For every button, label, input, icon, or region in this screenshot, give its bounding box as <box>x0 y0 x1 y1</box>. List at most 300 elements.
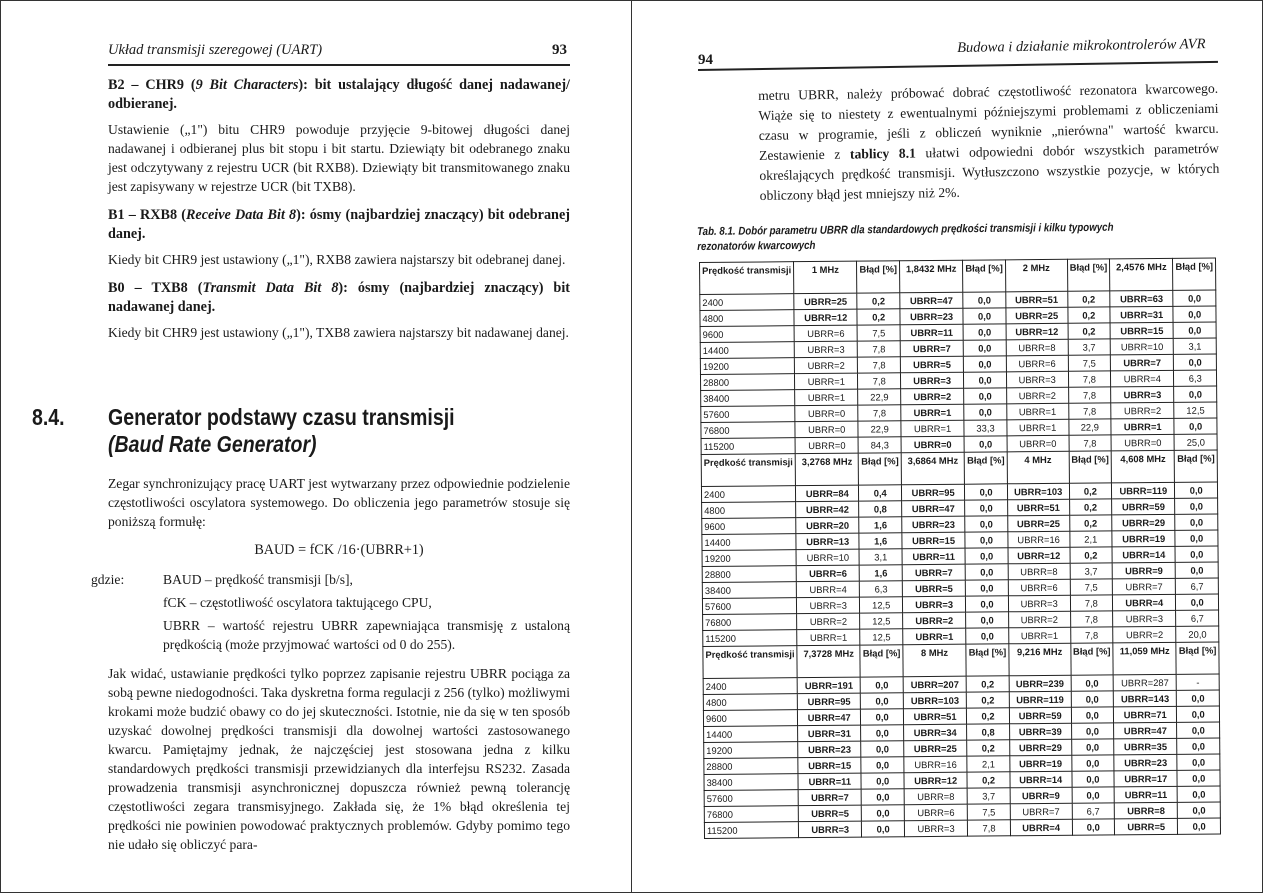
table-cell-error: 0,2 <box>967 692 1010 708</box>
table-cell-rate: 115200 <box>701 438 795 455</box>
baud-rate-table <box>699 257 1221 838</box>
table-cell-error: 0,0 <box>1175 530 1218 546</box>
table-cell-error: 0,0 <box>1072 819 1115 835</box>
table-cell-ubrr: UBRR=8 <box>1006 339 1068 356</box>
table-cell-ubrr: UBRR=1 <box>795 373 858 390</box>
right-paragraph: metru UBRR, należy próbować dobrać częstotliwość rezonatora kwarcowego. Wiąże się to niestety z ewentualnymi późniejszymi problemami z obliczeniami czasu w programie, jeśli z obliczeń wyniknie „nierówna" wartość kwarcu. Zestawienie z tablicy 8.1 ułatwi odpowiedni dobór wszystkich parametrów określających prędkość transmisji. Wytłuszczono wszystkie pozycje, w których obliczony błąd jest mniejszy niż 2%. <box>758 80 1220 203</box>
table-cell-rate: 28800 <box>702 566 796 583</box>
table-cell-ubrr: UBRR=0 <box>795 421 858 438</box>
table-cell-error: 7,5 <box>1070 579 1113 595</box>
table-cell-error: 0,0 <box>861 725 904 741</box>
table-cell-ubrr: UBRR=6 <box>904 804 967 821</box>
table-cell-error: 0,0 <box>1177 770 1220 786</box>
table-cell-error: 7,8 <box>1070 627 1113 643</box>
baud-table-wrap <box>699 257 1221 849</box>
table-cell-rate: 115200 <box>703 630 797 647</box>
table-cell-rate: 76800 <box>701 422 795 439</box>
table-cell-error: 2,1 <box>967 756 1010 772</box>
table-cell-ubrr: UBRR=1 <box>1007 419 1069 436</box>
table-cell-error: 22,9 <box>1068 419 1111 435</box>
table-cell-ubrr: UBRR=16 <box>1008 531 1070 548</box>
table-cell-error: 7,8 <box>1069 435 1112 451</box>
table-cell-ubrr: UBRR=0 <box>1111 434 1174 451</box>
table-cell-ubrr: UBRR=3 <box>798 821 861 838</box>
header-error: Błąd [%] <box>964 452 1007 484</box>
table-cell-error: 0,2 <box>1068 323 1111 339</box>
b1-text: Kiedy bit CHR9 jest ustawiony („1"), RXB8 zawiera najstarszy bit odebranej danej. <box>108 252 566 267</box>
table-cell-rate: 115200 <box>704 822 798 839</box>
table-cell-ubrr: UBRR=103 <box>1007 483 1069 500</box>
table-cell-error: 0,0 <box>862 789 905 805</box>
table-cell-ubrr: UBRR=39 <box>1009 723 1071 740</box>
table-cell-ubrr: UBRR=51 <box>1006 291 1068 308</box>
table-cell-ubrr: UBRR=12 <box>904 772 967 789</box>
table-cell-error: 0,0 <box>964 404 1007 420</box>
table-cell-error: 0,0 <box>963 292 1006 308</box>
table-cell-error: - <box>1177 674 1220 690</box>
header-error: Błąd [%] <box>963 260 1006 292</box>
table-cell-ubrr: UBRR=3 <box>904 820 967 837</box>
table-cell-error: 6,3 <box>860 581 903 597</box>
table-cell-rate: 4800 <box>703 694 797 711</box>
table-cell-ubrr: UBRR=84 <box>796 485 859 502</box>
table-cell-ubrr: UBRR=23 <box>900 308 963 325</box>
table-cell-rate: 9600 <box>703 710 797 727</box>
baud-formula: BAUD = fCK /16·(UBRR+1) <box>254 542 424 558</box>
table-cell-rate: 38400 <box>704 774 798 791</box>
table-cell-error: 0,0 <box>1178 802 1221 818</box>
table-cell-ubrr: UBRR=8 <box>1114 802 1177 819</box>
table-cell-error: 0,0 <box>1174 418 1217 434</box>
table-cell-ubrr: UBRR=7 <box>798 789 861 806</box>
table-cell-error: 0,0 <box>966 580 1009 596</box>
table-cell-ubrr: UBRR=12 <box>794 309 857 326</box>
table-cell-ubrr: UBRR=8 <box>1008 563 1070 580</box>
table-cell-rate: 2400 <box>700 294 794 311</box>
left-body-bottom <box>91 474 570 864</box>
table-cell-ubrr: UBRR=3 <box>1006 371 1068 388</box>
table-cell-ubrr: UBRR=7 <box>902 564 965 581</box>
left-body-top <box>108 76 570 352</box>
table-cell-error: 0,2 <box>967 772 1010 788</box>
header-error: Błąd [%] <box>860 645 903 677</box>
table-cell-ubrr: UBRR=11 <box>900 324 963 341</box>
closing-paragraph: Jak widać, ustawianie prędkości tylko poprzez zapisanie rejestru UBRR pociąga za sobą pewne niedogodności. Taka dyskretna forma regulacji z 256 (tylko) możliwymi krokami może budzić obawy co do jej skuteczności. Istotnie, nie da się w ten sposób uzyskać dowolnej prędkości transmisji dla dowolnej wartości zastosowanego kwarcu. Pamiętajmy jednak, że najczęściej jest stosowana jedna z kilku standardowych prędkości transmisji przewidzianych dla interfejsu RS232. Zasada prowadzenia transmisji asynchronicznej dopuszcza również pewną tolerancję częstotliwości zegara transmisyjnego. Zakłada się, że 1% błąd określenia tej prędkości nie powinien powodować praktycznych problemów. Gdyby pomimo tego nie udało się obliczyć para- <box>108 666 570 852</box>
table-cell-error: 0,0 <box>1071 723 1114 739</box>
table-cell-error: 0,0 <box>1176 562 1219 578</box>
b2-text: Ustawienie („1") bitu CHR9 powoduje przyjęcie 9-bitowej długości danej nadawanej i odbieranej plus bit stopu i bit startu. Dziewiąty bit odebranego znaku jest odczytywany z rejestru UCR (bit RXB8). Dziewiąty bit transmitowanego znaku jest zapisywany w rejestrze UCR (bit TXB8). <box>108 122 570 194</box>
table-cell-error: 0,2 <box>1069 515 1112 531</box>
table-cell-ubrr: UBRR=1 <box>795 389 858 406</box>
table-cell-error: 0,0 <box>1175 498 1218 514</box>
table-cell-error: 0,2 <box>966 676 1009 692</box>
formula-legend <box>91 570 570 654</box>
table-cell-error: 12,5 <box>860 629 903 645</box>
table-cell-rate: 2400 <box>701 486 795 503</box>
table-cell-error: 3,7 <box>967 788 1010 804</box>
table-cell-error: 0,8 <box>967 724 1010 740</box>
table-cell-ubrr: UBRR=7 <box>900 340 963 357</box>
table-cell-error: 0,0 <box>964 436 1007 452</box>
table-cell-error: 7,5 <box>968 804 1011 820</box>
section-title <box>108 404 455 458</box>
table-cell-ubrr: UBRR=3 <box>1113 610 1176 627</box>
table-cell-ubrr: UBRR=7 <box>1112 578 1175 595</box>
table-cell-ubrr: UBRR=3 <box>1111 386 1174 403</box>
header-frequency: 3,2768 MHz <box>795 453 859 486</box>
table-cell-error: 0,0 <box>1177 738 1220 754</box>
table-cell-ubrr: UBRR=2 <box>797 613 860 630</box>
table-cell-error: 0,2 <box>1067 291 1110 307</box>
table-cell-error: 0,0 <box>862 805 905 821</box>
table-cell-error: 0,0 <box>1071 707 1114 723</box>
table-cell-error: 0,0 <box>1178 818 1221 834</box>
table-cell-error: 0,0 <box>1071 739 1114 755</box>
table-cell-error: 0,0 <box>964 388 1007 404</box>
table-cell-ubrr: UBRR=59 <box>1112 498 1175 515</box>
header-frequency: 2 MHz <box>1005 259 1067 292</box>
table-cell-error: 1,6 <box>860 565 903 581</box>
header-frequency: 2,4576 MHz <box>1110 258 1174 291</box>
right-page <box>632 0 1263 893</box>
left-running-head: Układ transmisji szeregowej (UART) <box>108 42 323 58</box>
table-cell-ubrr: UBRR=5 <box>900 356 963 373</box>
table-cell-error: 3,7 <box>1070 563 1113 579</box>
table-cell-error: 0,2 <box>1068 307 1111 323</box>
table-cell-error: 0,0 <box>1175 514 1218 530</box>
table-cell-error: 0,2 <box>967 708 1010 724</box>
table-cell-error: 6,7 <box>1176 578 1219 594</box>
table-cell-ubrr: UBRR=103 <box>903 692 966 709</box>
table-cell-rate: 57600 <box>702 598 796 615</box>
table-cell-rate: 2400 <box>703 678 797 695</box>
table-cell-error: 7,5 <box>858 325 901 341</box>
header-error: Błąd [%] <box>1067 259 1110 291</box>
header-error: Błąd [%] <box>1175 450 1218 482</box>
table-cell-ubrr: UBRR=2 <box>1111 402 1174 419</box>
table-cell-rate: 14400 <box>702 534 796 551</box>
table-cell-ubrr: UBRR=25 <box>1006 307 1068 324</box>
table-cell-error: 0,0 <box>964 372 1007 388</box>
table-cell-ubrr: UBRR=119 <box>1009 691 1071 708</box>
b2-heading: B2 – CHR9 (9 Bit Characters): bit ustalający długość danej nadawanej/ odbieranej. <box>108 77 570 112</box>
table-cell-ubrr: UBRR=3 <box>797 597 860 614</box>
table-header-row <box>703 642 1219 679</box>
table-cell-ubrr: UBRR=9 <box>1010 787 1072 804</box>
table-cell-error: 12,5 <box>860 597 903 613</box>
where-fck: fCK – częstotliwość oscylatora taktującego CPU, <box>163 595 432 610</box>
table-cell-error: 0,0 <box>1177 706 1220 722</box>
table-cell-ubrr: UBRR=15 <box>1110 322 1173 339</box>
header-error: Błąd [%] <box>1173 258 1216 290</box>
table-cell-ubrr: UBRR=51 <box>903 708 966 725</box>
table-cell-ubrr: UBRR=10 <box>1110 338 1173 355</box>
table-cell-ubrr: UBRR=47 <box>798 709 861 726</box>
header-rate: Prędkość transmisji <box>701 454 795 487</box>
table-cell-error: 0,0 <box>1173 306 1216 322</box>
table-cell-error: 0,0 <box>861 693 904 709</box>
table-cell-ubrr: UBRR=3 <box>1008 595 1070 612</box>
table-cell-ubrr: UBRR=191 <box>797 677 860 694</box>
table-cell-error: 0,0 <box>965 484 1008 500</box>
table-cell-error: 0,2 <box>1070 547 1113 563</box>
table-cell-error: 7,8 <box>1070 595 1113 611</box>
table-cell-ubrr: UBRR=2 <box>1008 611 1070 628</box>
table-cell-rate: 57600 <box>701 406 795 423</box>
table-cell-ubrr: UBRR=3 <box>902 596 965 613</box>
header-frequency: 7,3728 MHz <box>797 645 861 678</box>
right-page-number: 94 <box>698 52 713 68</box>
table-cell-ubrr: UBRR=0 <box>795 437 858 454</box>
header-frequency: 4 MHz <box>1007 451 1069 484</box>
table-cell-error: 0,0 <box>965 564 1008 580</box>
table-cell-rate: 14400 <box>704 726 798 743</box>
table-cell-error: 3,7 <box>1068 339 1111 355</box>
table-cell-ubrr: UBRR=15 <box>902 532 965 549</box>
table-cell-ubrr: UBRR=31 <box>798 725 861 742</box>
table-cell-error: 0,0 <box>1175 546 1218 562</box>
right-body <box>758 79 1220 206</box>
table-cell-ubrr: UBRR=7 <box>1010 803 1072 820</box>
table-cell-error: 7,8 <box>1070 611 1113 627</box>
table-cell-ubrr: UBRR=5 <box>1114 818 1177 835</box>
left-page-number: 93 <box>552 42 567 58</box>
table-cell-error: 0,0 <box>1176 594 1219 610</box>
table-cell-ubrr: UBRR=6 <box>796 565 859 582</box>
b0-heading: B0 – TXB8 (Transmit Data Bit 8): ósmy (najbardziej znaczący) bit nadawanej danej. <box>108 280 570 315</box>
table-cell-ubrr: UBRR=2 <box>794 357 857 374</box>
table-cell-error: 0,0 <box>862 821 905 837</box>
table-cell-ubrr: UBRR=51 <box>1007 499 1069 516</box>
table-cell-error: 0,2 <box>967 740 1010 756</box>
table-cell-error: 0,0 <box>965 500 1008 516</box>
table-cell-error: 22,9 <box>858 421 901 437</box>
table-cell-ubrr: UBRR=1 <box>903 628 966 645</box>
table-cell-error: 0,0 <box>1173 322 1216 338</box>
table-cell-ubrr: UBRR=12 <box>1006 323 1068 340</box>
table-cell-ubrr: UBRR=14 <box>1112 546 1175 563</box>
table-cell-ubrr: UBRR=11 <box>1114 786 1177 803</box>
table-cell-error: 0,0 <box>963 308 1006 324</box>
table-cell-ubrr: UBRR=3 <box>900 372 963 389</box>
table-cell-error: 0,0 <box>1072 771 1115 787</box>
table-cell-ubrr: UBRR=2 <box>1006 387 1068 404</box>
table-cell-ubrr: UBRR=7 <box>1110 354 1173 371</box>
table-cell-ubrr: UBRR=59 <box>1009 707 1071 724</box>
table-cell-ubrr: UBRR=0 <box>901 436 964 453</box>
table-cell-ubrr: UBRR=1 <box>797 629 860 646</box>
header-error: Błąd [%] <box>1069 451 1112 483</box>
table-cell-error: 1,6 <box>859 533 902 549</box>
header-frequency: 11,059 MHz <box>1113 642 1177 675</box>
table-cell-error: 0,0 <box>966 628 1009 644</box>
table-cell-ubrr: UBRR=1 <box>1111 418 1174 435</box>
table-cell-error: 0,2 <box>857 293 900 309</box>
table-cell-error: 0,0 <box>963 324 1006 340</box>
table-cell-error: 0,0 <box>964 356 1007 372</box>
table-cell-ubrr: UBRR=63 <box>1110 290 1173 307</box>
table-cell-ubrr: UBRR=95 <box>797 693 860 710</box>
table-header-row <box>700 258 1216 295</box>
table-cell-ubrr: UBRR=71 <box>1114 706 1177 723</box>
section-title-line-2: (Baud Rate Generator) <box>108 431 317 457</box>
table-cell-rate: 76800 <box>703 614 797 631</box>
table-cell-error: 0,0 <box>1174 354 1217 370</box>
table-cell-error: 84,3 <box>858 437 901 453</box>
table-cell-error: 0,0 <box>861 677 904 693</box>
table-cell-ubrr: UBRR=19 <box>1010 755 1072 772</box>
table-cell-ubrr: UBRR=34 <box>903 724 966 741</box>
table-cell-error: 0,0 <box>861 709 904 725</box>
table-cell-error: 12,5 <box>1174 402 1217 418</box>
table-cell-ubrr: UBRR=10 <box>796 549 859 566</box>
table-cell-ubrr: UBRR=6 <box>794 325 857 342</box>
table-cell-ubrr: UBRR=4 <box>1010 819 1072 836</box>
table-cell-rate: 9600 <box>702 518 796 535</box>
header-frequency: 1,8432 MHz <box>899 260 963 293</box>
header-rate: Prędkość transmisji <box>703 646 797 679</box>
table-cell-ubrr: UBRR=29 <box>1112 514 1175 531</box>
table-cell-ubrr: UBRR=6 <box>1006 355 1068 372</box>
table-cell-ubrr: UBRR=42 <box>796 501 859 518</box>
header-frequency: 9,216 MHz <box>1009 643 1071 676</box>
table-cell-error: 25,0 <box>1174 434 1217 450</box>
table-cell-error: 7,8 <box>1068 387 1111 403</box>
table-cell-error: 0,2 <box>1069 483 1112 499</box>
header-frequency: 1 MHz <box>794 261 858 294</box>
table-cell-error: 7,8 <box>858 373 901 389</box>
table-cell-error: 0,2 <box>857 309 900 325</box>
table-cell-ubrr: UBRR=14 <box>1010 771 1072 788</box>
table-cell-ubrr: UBRR=2 <box>1113 626 1176 643</box>
table-cell-ubrr: UBRR=0 <box>795 405 858 422</box>
table-cell-ubrr: UBRR=119 <box>1112 482 1175 499</box>
table-cell-error: 6,3 <box>1174 370 1217 386</box>
table-cell-ubrr: UBRR=25 <box>1008 515 1070 532</box>
header-error: Błąd [%] <box>859 453 902 485</box>
section-number: 8.4. <box>32 404 65 430</box>
table-cell-rate: 28800 <box>704 758 798 775</box>
table-cell-error: 0,0 <box>1177 754 1220 770</box>
table-cell-error: 0,0 <box>965 532 1008 548</box>
table-cell-rate: 76800 <box>704 806 798 823</box>
table-cell-error: 0,0 <box>861 741 904 757</box>
table-cell-rate: 19200 <box>702 550 796 567</box>
table-cell-ubrr: UBRR=0 <box>1007 435 1069 452</box>
header-frequency: 3,6864 MHz <box>901 452 965 485</box>
table-cell-ubrr: UBRR=31 <box>1110 306 1173 323</box>
table-cell-ubrr: UBRR=25 <box>904 740 967 757</box>
table-cell-ubrr: UBRR=1 <box>901 404 964 421</box>
table-cell-rate: 4800 <box>702 502 796 519</box>
table-cell-rate: 19200 <box>704 742 798 759</box>
table-cell-ubrr: UBRR=13 <box>796 533 859 550</box>
table-cell-error: 3,1 <box>1174 338 1217 354</box>
table-cell-ubrr: UBRR=2 <box>903 612 966 629</box>
table-cell-ubrr: UBRR=47 <box>1114 722 1177 739</box>
table-cell-error: 0,0 <box>965 548 1008 564</box>
table-cell-ubrr: UBRR=1 <box>1007 403 1069 420</box>
table-cell-ubrr: UBRR=1 <box>901 420 964 437</box>
table-cell-error: 0,0 <box>1071 755 1114 771</box>
table-cell-error: 2,1 <box>1069 531 1112 547</box>
left-page <box>0 0 631 893</box>
table-cell-error: 0,0 <box>1177 690 1220 706</box>
table-cell-ubrr: UBRR=8 <box>904 788 967 805</box>
table-cell-rate: 9600 <box>700 326 794 343</box>
table-cell-ubrr: UBRR=1 <box>1009 627 1071 644</box>
table-cell-ubrr: UBRR=16 <box>904 756 967 773</box>
table-cell-error: 0,0 <box>1175 482 1218 498</box>
table-cell-error: 0,0 <box>1071 675 1114 691</box>
header-error: Błąd [%] <box>966 644 1009 676</box>
intro-paragraph: Zegar synchronizujący pracę UART jest wytwarzany przez odpowiednie podzielenie częstotliwości oscylatora systemowego. Do obliczenia jego parametrów stosuje się poniższą formułę: <box>108 476 570 529</box>
where-baud: BAUD – prędkość transmisji [b/s], <box>163 572 353 587</box>
table-cell-ubrr: UBRR=6 <box>1008 579 1070 596</box>
table-cell-error: 7,8 <box>858 405 901 421</box>
section-title-line-1: Generator podstawy czasu transmisji <box>108 404 455 430</box>
table-cell-ubrr: UBRR=12 <box>1008 547 1070 564</box>
header-error: Błąd [%] <box>857 261 900 293</box>
table-cell-ubrr: UBRR=4 <box>1111 370 1174 387</box>
table-cell-error: 6,7 <box>1072 803 1115 819</box>
header-error: Błąd [%] <box>1176 642 1219 674</box>
table-cell-error: 0,8 <box>859 501 902 517</box>
table-cell-ubrr: UBRR=20 <box>796 517 859 534</box>
table-cell-ubrr: UBRR=15 <box>798 757 861 774</box>
table-cell-ubrr: UBRR=3 <box>794 341 857 358</box>
table-cell-error: 0,0 <box>1177 722 1220 738</box>
table-cell-ubrr: UBRR=143 <box>1113 690 1176 707</box>
table-cell-error: 0,0 <box>1178 786 1221 802</box>
table-cell-ubrr: UBRR=11 <box>902 548 965 565</box>
table-cell-error: 1,6 <box>859 517 902 533</box>
table-cell-ubrr: UBRR=29 <box>1009 739 1071 756</box>
table-cell-ubrr: UBRR=25 <box>794 293 857 310</box>
table-cell-error: 7,8 <box>858 357 901 373</box>
table-cell-ubrr: UBRR=4 <box>1113 594 1176 611</box>
table-cell-error: 0,0 <box>965 516 1008 532</box>
table-cell-error: 0,2 <box>1069 499 1112 515</box>
table-cell-ubrr: UBRR=23 <box>1114 754 1177 771</box>
table-cell-error: 7,8 <box>1068 371 1111 387</box>
table-cell-ubrr: UBRR=23 <box>902 516 965 533</box>
table-cell-error: 3,1 <box>859 549 902 565</box>
table-cell-error: 12,5 <box>860 613 903 629</box>
table-cell-ubrr: UBRR=23 <box>798 741 861 758</box>
table-cell-ubrr: UBRR=11 <box>798 773 861 790</box>
right-running-head: Budowa i działanie mikrokontrolerów AVR <box>957 36 1206 56</box>
table-cell-ubrr: UBRR=5 <box>798 805 861 822</box>
table-cell-error: 0,0 <box>963 340 1006 356</box>
table-cell-error: 22,9 <box>858 389 901 405</box>
b0-text: Kiedy bit CHR9 jest ustawiony („1"), TXB8 zawiera najstarszy bit nadawanej danej. <box>108 325 569 340</box>
table-cell-ubrr: UBRR=47 <box>902 500 965 517</box>
table-cell-error: 7,5 <box>1068 355 1111 371</box>
table-cell-error: 0,0 <box>1173 290 1216 306</box>
table-cell-error: 7,8 <box>858 341 901 357</box>
table-cell-ubrr: UBRR=4 <box>796 581 859 598</box>
table-cell-error: 20,0 <box>1176 626 1219 642</box>
table-cell-rate: 28800 <box>700 374 794 391</box>
table-cell-rate: 14400 <box>700 342 794 359</box>
table-cell-error: 0,0 <box>1174 386 1217 402</box>
table-cell-error: 0,0 <box>1071 691 1114 707</box>
table-cell-error: 0,0 <box>1072 787 1115 803</box>
table-cell-error: 7,8 <box>1068 403 1111 419</box>
table-cell-ubrr: UBRR=9 <box>1112 562 1175 579</box>
table-cell-error: 0,0 <box>861 757 904 773</box>
